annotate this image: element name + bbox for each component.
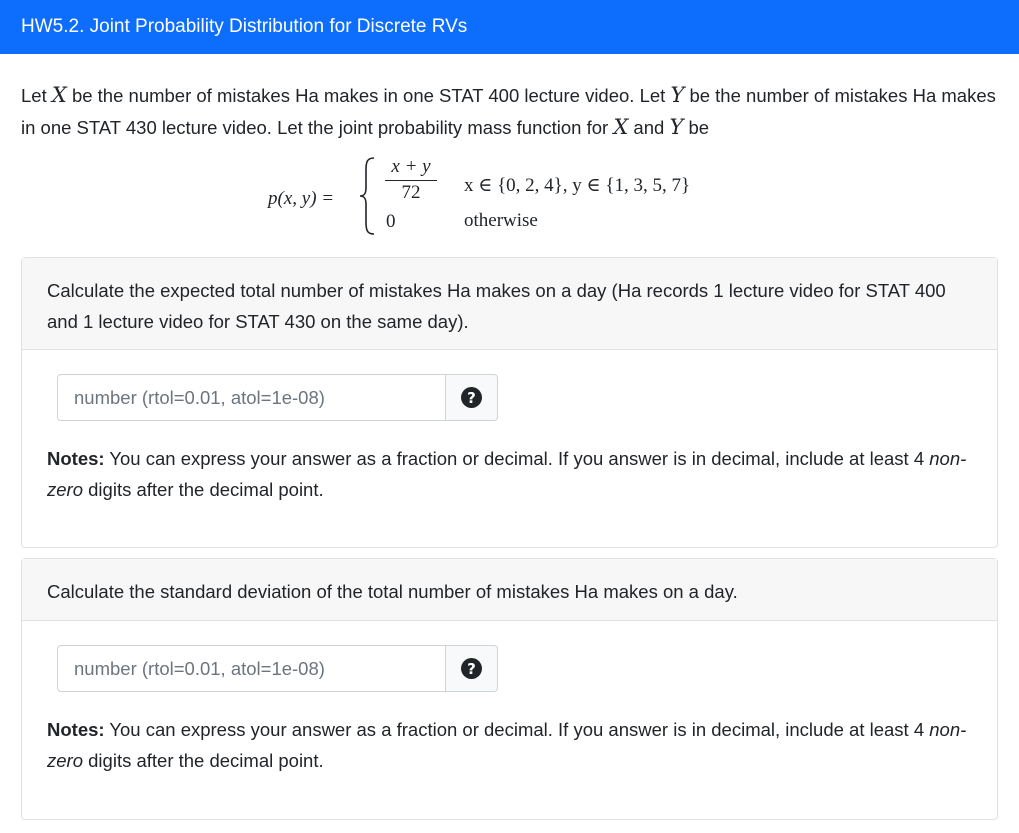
var-y: Y — [669, 114, 684, 139]
case2-value: 0 — [386, 211, 396, 232]
card-header-1 — [22, 258, 997, 350]
formula-fraction — [382, 156, 440, 203]
fraction-bar — [385, 180, 437, 181]
case2-condition: otherwise — [464, 210, 538, 231]
answer-input-1[interactable] — [57, 374, 446, 421]
var-x: X — [51, 83, 67, 107]
formula-lhs: p(x, y) = — [268, 188, 335, 209]
pmf-formula — [268, 152, 788, 238]
notes-emphasis-1: non-zero — [47, 448, 967, 500]
question-card-1 — [21, 257, 998, 548]
notes-emphasis-2: non-zero — [47, 719, 967, 771]
question-circle-icon: ? — [461, 387, 482, 408]
notes-label-1: Notes: — [47, 448, 105, 469]
question-circle-icon: ? — [461, 658, 482, 679]
answer-input-2[interactable] — [57, 645, 446, 692]
question-header — [0, 0, 1019, 54]
question-card-2 — [21, 558, 998, 820]
answer-input-group-2 — [57, 645, 498, 692]
question-intro: Let X be the number of mistakes Ha makes in one STAT 400 lecture video. Let Y be the number of mistakes Ha makes in one STAT 430 lecture video. Let the joint probability mass function for X and Y be — [21, 83, 996, 139]
help-button-2[interactable] — [446, 645, 498, 692]
question-1-prompt: Calculate the expected total number of mistakes Ha makes on a day (Ha records 1 lecture video for STAT 400 and 1 lecture video for STAT 430 on the same day). — [47, 280, 946, 332]
notes-label-2: Notes: — [47, 719, 105, 740]
var-y: Y — [670, 83, 685, 107]
answer-input-group-1 — [57, 374, 498, 421]
notes-2: Notes: You can express your answer as a fraction or decimal. If you answer is in decimal, include at least 4 non-zero digits after the decimal point. — [47, 719, 967, 771]
question-2-prompt: Calculate the standard deviation of the total number of mistakes Ha makes on a day. — [47, 581, 738, 602]
fraction-denominator: 72 — [401, 182, 421, 203]
fraction-numerator: x + y — [391, 156, 431, 177]
question-title: HW5.2. Joint Probability Distribution for Discrete RVs — [21, 16, 468, 37]
help-button-1[interactable] — [446, 374, 498, 421]
notes-1: Notes: You can express your answer as a fraction or decimal. If you answer is in decimal, include at least 4 non-zero digits after the decimal point. — [47, 448, 967, 500]
var-x: X — [613, 114, 629, 139]
card-header-2 — [22, 559, 997, 621]
case1-condition: x ∈ {0, 2, 4}, y ∈ {1, 3, 5, 7} — [464, 175, 691, 196]
left-brace-icon — [358, 156, 378, 236]
